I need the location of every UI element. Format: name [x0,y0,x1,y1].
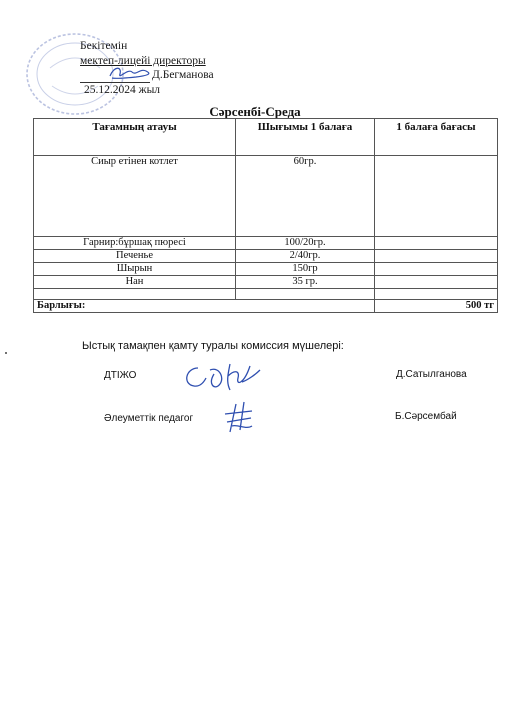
member-signature [180,360,264,394]
portion-cell: 2/40гр. [236,250,375,263]
dish-name-cell: Шырын [34,263,236,276]
day-title: Сәрсенбі-Среда [209,104,301,119]
price-cell [375,237,498,250]
table-row [34,237,498,250]
price-cell [375,289,498,300]
table-row [34,156,498,237]
dish-name-cell: Нан [34,276,236,289]
approval-line1: Бекітемін [80,40,128,52]
menu-table [33,118,498,313]
price-cell [375,276,498,289]
header-price: 1 балаға бағасы [375,119,498,156]
dish-name-cell: Печенье [34,250,236,263]
table-header-row [34,119,498,156]
table-row [34,263,498,276]
price-cell [375,263,498,276]
approval-date: 25.12.2024 жыл [84,83,161,96]
director-signature [106,62,156,84]
header-dish-name: Тағамның атауы [34,119,236,156]
member-role: ДТІЖО [104,370,137,381]
price-cell [375,156,498,237]
table-row [34,289,498,300]
header-portion: Шығымы 1 балаға [236,119,375,156]
scan-speck [5,352,7,354]
member-name: Д.Сатылганова [396,369,467,380]
member-name: Б.Сәрсембай [395,411,457,422]
portion-cell: 35 гр. [236,276,375,289]
approval-line2: мектеп-лицейі директоры [80,54,206,67]
portion-cell: 100/20гр. [236,237,375,250]
director-name: Д.Бегманова [152,69,214,81]
portion-cell: 150гр [236,263,375,276]
member-role: Әлеуметтік педагог [104,413,194,424]
price-cell [375,250,498,263]
table-row [34,276,498,289]
member-signature [222,400,256,436]
dish-name-cell [34,289,236,300]
portion-cell [236,289,375,300]
total-row [34,300,498,313]
portion-cell: 60гр. [236,156,375,237]
dish-name-cell: Сиыр етінен котлет [34,156,236,237]
total-label: Барлығы: [34,300,375,313]
total-value: 500 тг [375,300,498,313]
commission-title: Ыстық тамақпен қамту туралы комиссия мүшелері: [82,340,344,352]
dish-name-cell: Гарнир:бұршақ пюресі [34,237,236,250]
table-row [34,250,498,263]
